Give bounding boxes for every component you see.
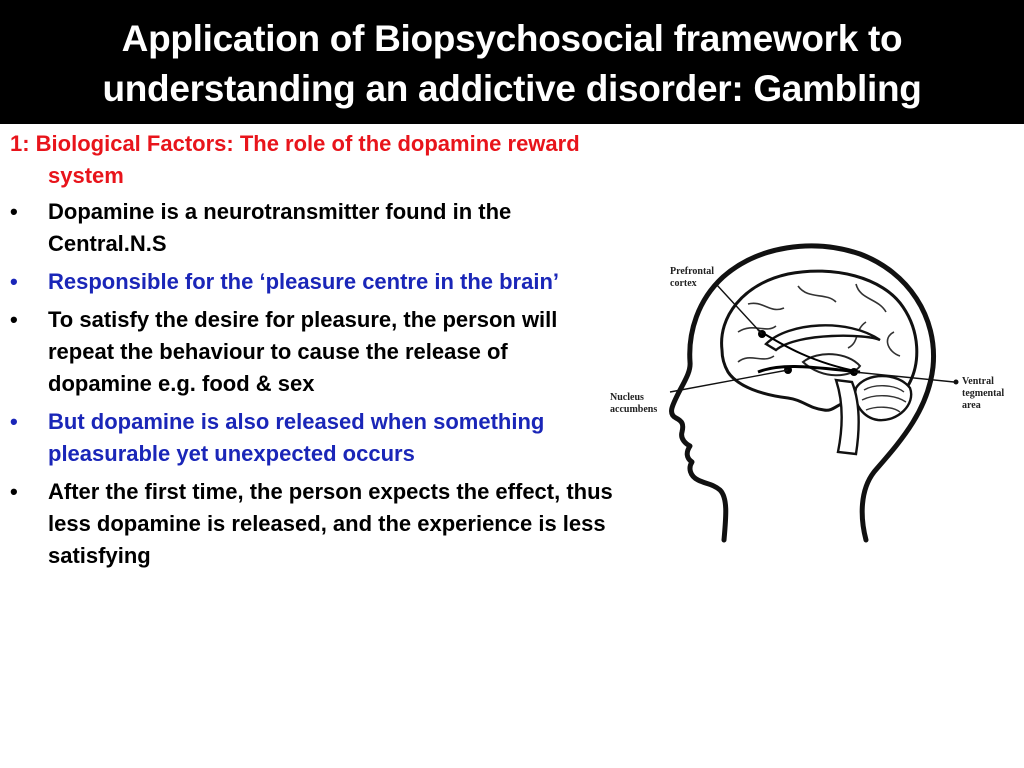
bullet-text: After the first time, the person expects the effect, thus less dopamine is released, and the experience is less satisfying [48,479,613,568]
bullet-item-4 [10,406,615,470]
vta-label-line-3: area [962,400,981,411]
bullet-marker: • [10,269,18,294]
bullet-item-3 [10,304,615,400]
vta-label-line-2: tegmental [962,388,1005,399]
brain-diagram-svg [598,222,1018,552]
slide-title-bar [0,0,1024,124]
vta-label-line-1: Ventral [962,376,994,387]
vta-leader-end [954,380,959,385]
bullet-item-2 [10,266,615,298]
cerebellum [855,376,911,420]
bullet-item-5 [10,476,615,572]
brain-diagram [598,222,1018,552]
slide-title-line-2: understanding an addictive disorder: Gambling [102,68,922,109]
bullet-item-1 [10,196,615,260]
bullet-marker: • [10,307,18,332]
bullet-text: To satisfy the desire for pleasure, the person will repeat the behaviour to cause the release of dopamine e.g. food & sex [48,307,558,396]
prefrontal-label-line-1: Prefrontal [670,266,715,277]
bullet-text: Responsible for the ‘pleasure centre in the brain’ [48,269,560,294]
bullet-list [10,196,615,572]
bullet-marker: • [10,409,18,434]
brain-stem [836,380,859,454]
bullet-marker: • [10,199,18,224]
prefrontal-label-line-2: cortex [670,278,697,289]
bullet-marker: • [10,479,18,504]
nucleus-label-line-1: Nucleus [610,392,644,403]
section-subheading: 1: Biological Factors: The role of the dopamine reward system [10,131,580,188]
slide-body [10,128,615,578]
nucleus-label-line-2: accumbens [610,404,658,415]
bullet-text: But dopamine is also released when something pleasurable yet unexpected occurs [48,409,545,466]
slide-title-line-1: Application of Biopsychosocial framework to [121,18,903,59]
bullet-text: Dopamine is a neurotransmitter found in the Central.N.S [48,199,512,256]
